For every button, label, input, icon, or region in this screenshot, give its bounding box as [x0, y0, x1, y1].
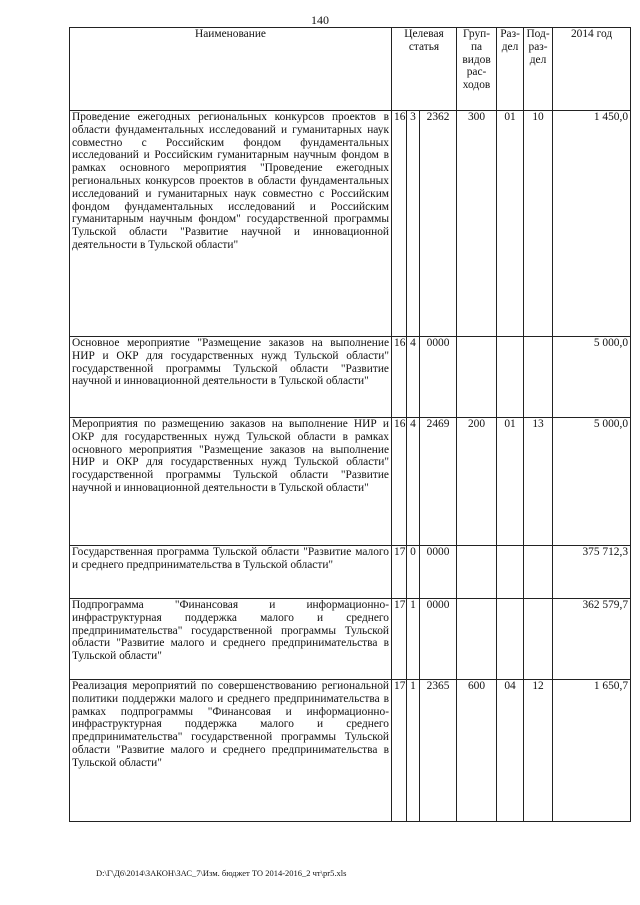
- row-subsection: 10: [524, 111, 553, 337]
- row-amount: 375 712,3: [553, 546, 631, 599]
- header-group: Груп-па видов рас-ходов: [457, 28, 497, 111]
- header-name: Наименование: [70, 28, 392, 111]
- row-subsection: 13: [524, 418, 553, 546]
- header-year: 2014 год: [553, 28, 631, 111]
- row-section: [497, 546, 524, 599]
- row-code-direction: 0000: [420, 337, 457, 418]
- row-code-program: 16: [392, 337, 407, 418]
- row-code-program: 16: [392, 418, 407, 546]
- row-group: [457, 599, 497, 680]
- row-group: 300: [457, 111, 497, 337]
- row-name: Основное мероприятие "Размещение заказов на выполнение НИР и ОКР для государственных нужд Тульской области" государственной программы Тульской области "Развитие научной и инновационной деятельности в Тульской области": [70, 337, 392, 418]
- row-subsection: [524, 337, 553, 418]
- row-code-direction: 2469: [420, 418, 457, 546]
- row-group: [457, 337, 497, 418]
- row-section: 04: [497, 680, 524, 822]
- row-code-program: 17: [392, 546, 407, 599]
- row-name: Государственная программа Тульской области "Развитие малого и среднего предпринимательства в Тульской области": [70, 546, 392, 599]
- row-name: Мероприятия по размещению заказов на выполнение НИР и ОКР для государственных нужд Тульской области в рамках основного мероприятия "Размещение заказов на выполнение НИР и ОКР для государственных нужд Тульской области" государственной программы Тульской области "Развитие научной и инновационной деятельности в Тульской области": [70, 418, 392, 546]
- table-row: [70, 546, 631, 599]
- budget-table: [69, 27, 631, 822]
- row-section: 01: [497, 111, 524, 337]
- row-code-subprogram: 1: [407, 599, 420, 680]
- row-subsection: [524, 546, 553, 599]
- header-section: Раз-дел: [497, 28, 524, 111]
- row-section: [497, 599, 524, 680]
- row-subsection: 12: [524, 680, 553, 822]
- row-name: Подпрограмма "Финансовая и информационно-инфраструктурная поддержка малого и среднего предпринимательства" государственной программы Тульской области "Развитие малого и среднего предпринимательства в Тульской области": [70, 599, 392, 680]
- row-group: 600: [457, 680, 497, 822]
- row-amount: 1 650,7: [553, 680, 631, 822]
- row-code-subprogram: 3: [407, 111, 420, 337]
- table-row: [70, 111, 631, 337]
- row-amount: 5 000,0: [553, 337, 631, 418]
- row-code-subprogram: 1: [407, 680, 420, 822]
- table-row: [70, 418, 631, 546]
- row-amount: 5 000,0: [553, 418, 631, 546]
- row-group: [457, 546, 497, 599]
- row-name: Реализация мероприятий по совершенствованию региональной политики поддержки малого и среднего предпринимательства в рамках подпрограммы "Финансовая и информационно-инфраструктурная поддержка малого и среднего предпринимательства" государственной программы Тульской области "Развитие малого и среднего предпринимательства в Тульской области": [70, 680, 392, 822]
- row-code-subprogram: 0: [407, 546, 420, 599]
- row-amount: 1 450,0: [553, 111, 631, 337]
- row-group: 200: [457, 418, 497, 546]
- row-code-direction: 2365: [420, 680, 457, 822]
- row-code-program: 17: [392, 680, 407, 822]
- row-section: 01: [497, 418, 524, 546]
- table-header-row: [70, 28, 631, 111]
- row-section: [497, 337, 524, 418]
- row-subsection: [524, 599, 553, 680]
- page-number: 140: [311, 13, 329, 27]
- table-row: [70, 337, 631, 418]
- row-code-direction: 0000: [420, 546, 457, 599]
- header-target-article: Целевая статья: [392, 28, 457, 111]
- row-code-program: 17: [392, 599, 407, 680]
- table-row: [70, 599, 631, 680]
- row-code-subprogram: 4: [407, 337, 420, 418]
- row-code-program: 16: [392, 111, 407, 337]
- row-name: Проведение ежегодных региональных конкурсов проектов в области фундаментальных исследований и гуманитарных наук совместно с Российским фондом фундаментальных исследований и Российским гуманитарным научным фондом в рамках основного мероприятия "Проведение ежегодных региональных конкурсов проектов в области фундаментальных исследований и гуманитарных наук совместно с Российским фондом фундаментальных исследований и Российским гуманитарным научным фондом" государственной программы Тульской области "Развитие научной и инновационной деятельности в Тульской области": [70, 111, 392, 337]
- row-code-direction: 0000: [420, 599, 457, 680]
- table-row: [70, 680, 631, 822]
- row-code-direction: 2362: [420, 111, 457, 337]
- row-code-subprogram: 4: [407, 418, 420, 546]
- header-subsection: Под-раз-дел: [524, 28, 553, 111]
- row-amount: 362 579,7: [553, 599, 631, 680]
- file-path-footer: D:\Г\Д6\2014\ЗАКОН\ЗАС_7\Изм. бюджет ТО 2014-2016_2 чт\pr5.xls: [96, 868, 347, 878]
